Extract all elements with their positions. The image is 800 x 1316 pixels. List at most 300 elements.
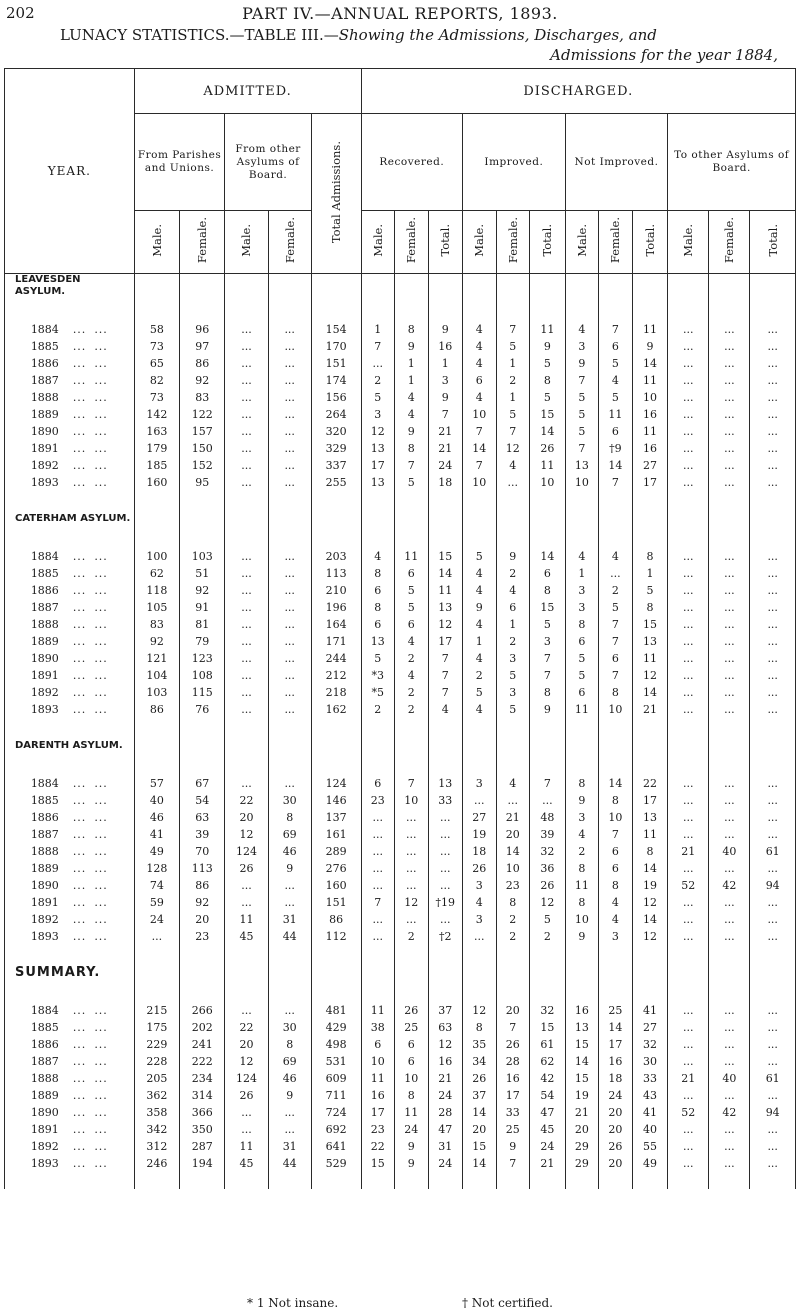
empty-cell (599, 718, 632, 735)
table-cell: ... (268, 406, 311, 423)
table-cell: 342 (134, 1121, 179, 1138)
table-cell: 61 (750, 843, 796, 860)
table-row (5, 809, 796, 826)
table-cell: 25 (599, 1002, 632, 1019)
leader-dots: ... (94, 1004, 108, 1017)
empty-cell (668, 985, 709, 1002)
table-row (5, 599, 796, 616)
table-cell: ... (668, 548, 709, 565)
empty-cell (496, 985, 529, 1002)
empty-cell (530, 718, 566, 735)
table-cell: 4 (395, 389, 428, 406)
table-cell: 4 (496, 582, 529, 599)
table-cell: 3 (463, 911, 496, 928)
table-cell: 11 (361, 1070, 394, 1087)
table-cell: 7 (565, 440, 598, 457)
table-cell: 10 (361, 1053, 394, 1070)
table-cell: 3 (530, 633, 566, 650)
table-cell: 151 (311, 355, 361, 372)
table-cell: 366 (180, 1104, 225, 1121)
table-cell: 4 (395, 633, 428, 650)
table-cell: 641 (311, 1138, 361, 1155)
table-cell: 2 (395, 701, 428, 718)
table-cell: 83 (134, 616, 179, 633)
empty-cell (709, 735, 750, 758)
empty-cell (225, 274, 268, 305)
table-cell: 1 (428, 355, 463, 372)
table-cell: 44 (268, 928, 311, 945)
table-cell: †9 (599, 440, 632, 457)
table-cell: 123 (180, 650, 225, 667)
table-cell: 142 (134, 406, 179, 423)
table-cell: 14 (463, 1155, 496, 1172)
table-cell: 6 (361, 1036, 394, 1053)
year-value: 1887 (30, 1055, 59, 1068)
table-cell: 12 (632, 894, 668, 911)
table-cell: 40 (709, 1070, 750, 1087)
table-cell: ... (668, 701, 709, 718)
table-cell: ... (428, 860, 463, 877)
leader-dots: ... (72, 777, 87, 790)
table-cell: 41 (632, 1104, 668, 1121)
leader-dots: ... (72, 357, 87, 370)
table-cell: ... (395, 860, 428, 877)
empty-cell (632, 985, 668, 1002)
table-cell: 13 (565, 457, 598, 474)
table-cell: 4 (395, 406, 428, 423)
table-row (5, 894, 796, 911)
table-cell: ... (750, 1053, 796, 1070)
table-cell: 91 (180, 599, 225, 616)
leader-dots: ... (94, 896, 108, 909)
table-cell: 14 (599, 1019, 632, 1036)
empty-cell (361, 304, 394, 321)
table-cell: 19 (565, 1087, 598, 1104)
table-cell: 25 (496, 1121, 529, 1138)
leader-dots: ... (94, 811, 108, 824)
table-row (5, 792, 796, 809)
year-cell (5, 548, 135, 565)
empty-cell (632, 508, 668, 531)
footnote-not-insane: * 1 Not insane. (247, 1296, 339, 1310)
empty-cell (463, 758, 496, 775)
table-cell: 96 (180, 321, 225, 338)
table-cell: 4 (428, 701, 463, 718)
total-admissions-label: Total Admissions. (329, 140, 344, 244)
table-row (5, 338, 796, 355)
table-cell: 61 (530, 1036, 566, 1053)
empty-cell (5, 1172, 135, 1189)
year-cell (5, 321, 135, 338)
section-end-row (5, 945, 796, 962)
leader-dots: ... (94, 601, 108, 614)
table-cell: ... (395, 843, 428, 860)
table-cell: ... (750, 667, 796, 684)
year-value: 1885 (30, 567, 59, 580)
empty-cell (428, 491, 463, 508)
table-cell: ... (268, 338, 311, 355)
table-cell: ... (268, 1002, 311, 1019)
empty-cell (395, 985, 428, 1002)
table-cell: 5 (496, 667, 529, 684)
year-cell (5, 809, 135, 826)
leader-dots: ... (94, 862, 108, 875)
empty-cell (225, 945, 268, 962)
table-cell: ... (395, 826, 428, 843)
table-row (5, 1019, 796, 1036)
empty-cell (463, 962, 496, 985)
table-cell: 19 (463, 826, 496, 843)
female-column-header (395, 211, 428, 274)
table-row (5, 548, 796, 565)
leader-dots: ... (94, 828, 108, 841)
table-cell: ... (668, 1138, 709, 1155)
male-label: Male. (370, 224, 385, 257)
table-cell: 11 (632, 650, 668, 667)
table-cell: ... (225, 633, 268, 650)
table-cell: 21 (632, 701, 668, 718)
year-value: 1884 (30, 550, 59, 563)
table-cell: 92 (180, 894, 225, 911)
table-cell: 4 (463, 321, 496, 338)
table-cell: ... (709, 582, 750, 599)
table-cell: 69 (268, 1053, 311, 1070)
table-cell: 9 (268, 1087, 311, 1104)
empty-cell (668, 508, 709, 531)
table-cell: ... (750, 1087, 796, 1104)
table-cell: 36 (530, 860, 566, 877)
table-cell: ... (668, 582, 709, 599)
table-cell: 26 (530, 440, 566, 457)
year-cell (5, 928, 135, 945)
empty-cell (268, 718, 311, 735)
table-cell: ... (668, 423, 709, 440)
table-cell: 23 (361, 792, 394, 809)
empty-cell (428, 758, 463, 775)
table-cell: 10 (395, 792, 428, 809)
table-cell: 124 (225, 1070, 268, 1087)
leader-dots: ... (94, 374, 108, 387)
male-label: Male. (149, 224, 164, 257)
table-cell: 14 (632, 684, 668, 701)
empty-cell (709, 945, 750, 962)
table-cell: 21 (565, 1104, 598, 1121)
table-cell: 162 (311, 701, 361, 718)
table-cell: 48 (530, 809, 566, 826)
table-cell: 481 (311, 1002, 361, 1019)
table-row (5, 650, 796, 667)
year-value: 1893 (30, 1157, 59, 1170)
table-cell: 3 (463, 775, 496, 792)
table-cell: 7 (599, 667, 632, 684)
table-cell: 26 (530, 877, 566, 894)
table-cell: 26 (463, 860, 496, 877)
table-cell: 35 (463, 1036, 496, 1053)
table-row (5, 701, 796, 718)
table-cell: 6 (496, 599, 529, 616)
table-cell: 276 (311, 860, 361, 877)
table-cell: ... (361, 911, 394, 928)
year-cell (5, 406, 135, 423)
table-cell: 14 (463, 440, 496, 457)
table-cell: 1 (496, 616, 529, 633)
male-label: Male. (472, 224, 487, 257)
table-cell: 14 (463, 1104, 496, 1121)
table-cell: 2 (395, 684, 428, 701)
leader-dots: ... (72, 1140, 87, 1153)
empty-cell (565, 531, 598, 548)
table-cell: 17 (599, 1036, 632, 1053)
table-cell: ... (268, 775, 311, 792)
table-cell: 5 (565, 650, 598, 667)
empty-cell (530, 1172, 566, 1189)
year-cell (5, 684, 135, 701)
table-cell: 13 (632, 809, 668, 826)
table-cell: 24 (599, 1087, 632, 1104)
table-cell: 11 (361, 1002, 394, 1019)
table-cell: ... (709, 1155, 750, 1172)
empty-cell (395, 304, 428, 321)
empty-cell (709, 274, 750, 305)
empty-cell (395, 758, 428, 775)
table-cell: 4 (395, 667, 428, 684)
table-cell: 23 (180, 928, 225, 945)
empty-cell (395, 945, 428, 962)
table-cell: 62 (530, 1053, 566, 1070)
table-cell: 16 (599, 1053, 632, 1070)
table-cell: ... (361, 809, 394, 826)
running-head: PART IV.—ANNUAL REPORTS, 1893. (242, 4, 558, 23)
table-cell: 15 (463, 1138, 496, 1155)
table-cell: 6 (463, 372, 496, 389)
empty-cell (599, 491, 632, 508)
male-column-header (225, 211, 268, 274)
table-cell: 43 (632, 1087, 668, 1104)
year-value: 1884 (30, 323, 59, 336)
empty-cell (268, 758, 311, 775)
table-cell: 244 (311, 650, 361, 667)
table-cell: 7 (428, 684, 463, 701)
table-cell: 27 (632, 457, 668, 474)
table-cell: ... (709, 826, 750, 843)
table-cell: 5 (395, 599, 428, 616)
empty-cell (496, 274, 529, 305)
leader-dots: ... (94, 550, 108, 563)
table-cell: 26 (599, 1138, 632, 1155)
table-cell: 202 (180, 1019, 225, 1036)
year-cell (5, 775, 135, 792)
year-value: 1893 (30, 476, 59, 489)
empty-cell (632, 491, 668, 508)
empty-cell (668, 962, 709, 985)
from-parishes-header: From Parishes and Unions. (134, 114, 225, 211)
table-cell: 124 (311, 775, 361, 792)
section-end-row (5, 491, 796, 508)
year-cell (5, 372, 135, 389)
table-cell: 8 (268, 1036, 311, 1053)
empty-cell (361, 758, 394, 775)
table-cell: 10 (565, 911, 598, 928)
table-cell: 24 (134, 911, 179, 928)
table-cell: 13 (361, 474, 394, 491)
table-cell: 30 (268, 792, 311, 809)
year-value: 1888 (30, 845, 59, 858)
table-cell: 20 (599, 1121, 632, 1138)
female-label: Female. (195, 217, 210, 264)
table-cell: 179 (134, 440, 179, 457)
table-cell: 12 (632, 928, 668, 945)
year-value: 1884 (30, 1004, 59, 1017)
year-cell (5, 911, 135, 928)
table-row (5, 860, 796, 877)
table-cell: 171 (311, 633, 361, 650)
table-cell: ... (668, 1053, 709, 1070)
empty-cell (361, 531, 394, 548)
table-cell: ... (268, 1104, 311, 1121)
table-cell: 24 (428, 1087, 463, 1104)
empty-cell (565, 274, 598, 305)
table-cell: 92 (134, 633, 179, 650)
empty-cell (395, 508, 428, 531)
table-cell: 531 (311, 1053, 361, 1070)
table-cell: 350 (180, 1121, 225, 1138)
table-cell: ... (750, 355, 796, 372)
table-cell: 7 (530, 775, 566, 792)
not-improved-header: Not Improved. (565, 114, 668, 211)
table-cell: ... (668, 321, 709, 338)
year-cell (5, 1036, 135, 1053)
table-cell: 100 (134, 548, 179, 565)
empty-cell (463, 735, 496, 758)
footnote-not-certified: † Not certified. (461, 1296, 553, 1310)
empty-cell (134, 508, 179, 531)
table-cell: 86 (311, 911, 361, 928)
year-value: 1886 (30, 584, 59, 597)
leader-dots: ... (72, 1123, 87, 1136)
table-cell: 9 (463, 599, 496, 616)
table-cell: ... (668, 474, 709, 491)
table-cell: 7 (395, 775, 428, 792)
table-cell: 65 (134, 355, 179, 372)
table-cell: 152 (180, 457, 225, 474)
empty-cell (180, 1172, 225, 1189)
year-cell (5, 1019, 135, 1036)
table-cell: 5 (530, 911, 566, 928)
table-cell: 63 (428, 1019, 463, 1036)
table-cell: 8 (632, 843, 668, 860)
table-cell: ... (361, 843, 394, 860)
empty-cell (268, 735, 311, 758)
table-cell: 28 (428, 1104, 463, 1121)
leader-dots: ... (94, 1140, 108, 1153)
table-cell: 7 (428, 650, 463, 667)
table-cell: 5 (599, 355, 632, 372)
empty-cell (709, 304, 750, 321)
table-cell: 86 (180, 877, 225, 894)
table-row (5, 321, 796, 338)
table-cell: 5 (632, 582, 668, 599)
table-row (5, 565, 796, 582)
empty-cell (565, 718, 598, 735)
year-value: 1887 (30, 828, 59, 841)
empty-cell (530, 531, 566, 548)
section-end-row (5, 718, 796, 735)
empty-cell (180, 758, 225, 775)
table-cell: 7 (428, 667, 463, 684)
table-cell: 46 (268, 1070, 311, 1087)
leader-dots: ... (72, 618, 87, 631)
year-cell (5, 582, 135, 599)
table-cell: *3 (361, 667, 394, 684)
empty-cell (496, 945, 529, 962)
table-cell: 12 (632, 667, 668, 684)
table-cell: 3 (565, 582, 598, 599)
leader-dots: ... (72, 669, 87, 682)
leader-dots: ... (72, 862, 87, 875)
table-cell: 8 (632, 599, 668, 616)
empty-cell (668, 1172, 709, 1189)
section-name: DARENTH ASYLUM. (5, 735, 135, 758)
empty-cell (268, 274, 311, 305)
empty-cell (530, 962, 566, 985)
female-column-header (496, 211, 529, 274)
empty-cell (599, 735, 632, 758)
table-cell: ... (225, 1104, 268, 1121)
empty-cell (428, 274, 463, 305)
empty-cell (134, 985, 179, 1002)
table-cell: 711 (311, 1087, 361, 1104)
table-cell: ... (668, 1155, 709, 1172)
table-cell: ... (709, 440, 750, 457)
table-cell: ... (668, 599, 709, 616)
table-cell: 170 (311, 338, 361, 355)
table-cell: 11 (632, 826, 668, 843)
total-column-header (530, 211, 566, 274)
table-cell: ... (361, 355, 394, 372)
leader-dots: ... (72, 340, 87, 353)
table-cell: 6 (395, 616, 428, 633)
empty-cell (361, 1172, 394, 1189)
empty-cell (463, 718, 496, 735)
leader-dots: ... (94, 1089, 108, 1102)
table-cell: ... (668, 667, 709, 684)
empty-cell (496, 962, 529, 985)
empty-cell (395, 491, 428, 508)
table-cell: 15 (530, 1019, 566, 1036)
spacer-row (5, 758, 796, 775)
table-cell: 13 (428, 775, 463, 792)
leader-dots: ... (72, 323, 87, 336)
empty-cell (463, 491, 496, 508)
table-cell: 24 (530, 1138, 566, 1155)
year-cell (5, 440, 135, 457)
table-cell: 9 (565, 928, 598, 945)
table-cell: 63 (180, 809, 225, 826)
table-cell: 8 (268, 809, 311, 826)
table-cell: ... (709, 633, 750, 650)
empty-cell (750, 274, 796, 305)
table-cell: 2 (496, 372, 529, 389)
leader-dots: ... (94, 1055, 108, 1068)
table-cell: 150 (180, 440, 225, 457)
leader-dots: ... (94, 777, 108, 790)
table-cell: ... (268, 389, 311, 406)
table-cell: 12 (395, 894, 428, 911)
table-cell: ... (750, 457, 796, 474)
leader-dots: ... (72, 652, 87, 665)
empty-cell (134, 1172, 179, 1189)
empty-cell (463, 508, 496, 531)
